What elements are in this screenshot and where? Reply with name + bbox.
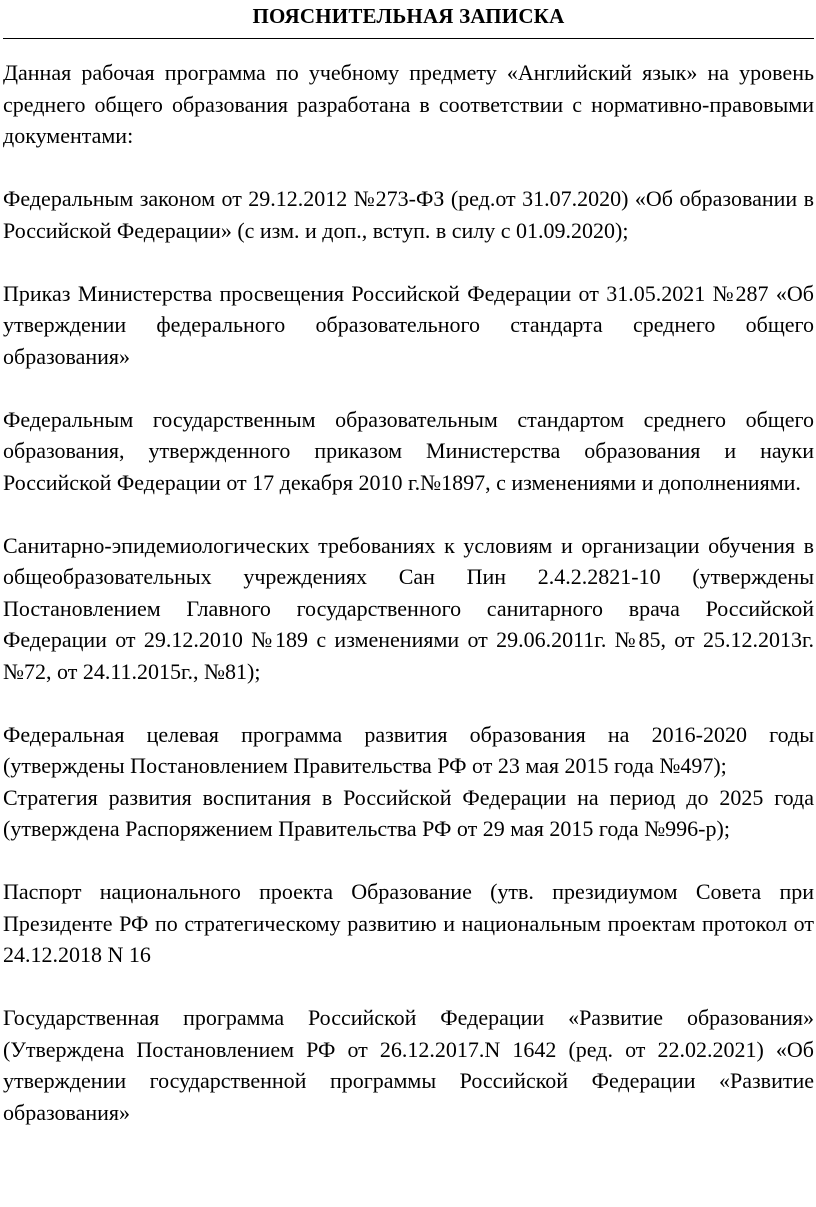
paragraph-intro: Данная рабочая программа по учебному предмету «Английский язык» на уровень среднего общего образования разработана в соответствии с нормативно-правовыми документами: — [3, 60, 814, 148]
title-divider — [3, 38, 814, 39]
paragraph-strategy: Стратегия развития воспитания в Российской Федерации на период до 2025 года (утверждена Распоряжением Правительства РФ от 29 мая 2015 года №996-р); — [3, 784, 814, 841]
paragraph-target-program: Федеральная целевая программа развития образования на 2016-2020 годы (утверждены Постановлением Правительства РФ от 23 мая 2015 года №497); — [3, 721, 814, 778]
document-body — [3, 57, 814, 1128]
paragraph-gap — [3, 971, 814, 1003]
paragraph-gap — [3, 845, 814, 877]
paragraph-gap — [3, 152, 814, 184]
paragraph-gap — [3, 372, 814, 404]
paragraph-federal-law: Федеральным законом от 29.12.2012 №273-ФЗ (ред.от 31.07.2020) «Об образовании в Российской Федерации» (с изм. и доп., вступ. в силу с 01.09.2020); — [3, 186, 814, 243]
paragraph-national-project: Паспорт национального проекта Образование (утв. президиумом Совета при Президенте РФ по стратегическому развитию и национальным проектам протокол от 24.12.2018 N 16 — [3, 879, 814, 967]
paragraph-sanpin: Санитарно-эпидемиологических требованиях к условиям и организации обучения в общеобразовательных учреждениях Сан Пин 2.4.2.2821-10 (утверждены Постановлением Главного государственного санитарного врача Российской Федерации от 29.12.2010 №189 с изменениями от 29.06.2011г. №85, от 25.12.2013г. №72, от 24.11.2015г., №81); — [3, 532, 814, 684]
paragraph-fgos: Федеральным государственным образовательным стандартом среднего общего образования, утвержденного приказом Министерства образования и науки Российской Федерации от 17 декабря 2010 г.№1897, с изменениями и дополнениями. — [3, 406, 814, 495]
paragraph-gap — [3, 687, 814, 719]
paragraph-state-program: Государственная программа Российской Федерации «Развитие образования» (Утверждена Постановлением РФ от 26.12.2017.N 1642 (ред. от 22.02.2021) «Об утверждении государственной программы Российской Федерации «Развитие образования» — [3, 1005, 814, 1125]
paragraph-order-287: Приказ Министерства просвещения Российской Федерации от 31.05.2021 №287 «Об утверждении федерального образовательного стандарта среднего общего образования» — [3, 280, 814, 369]
document-title: ПОЯСНИТЕЛЬНАЯ ЗАПИСКА — [252, 4, 565, 28]
paragraph-gap — [3, 246, 814, 278]
paragraph-gap — [3, 498, 814, 530]
